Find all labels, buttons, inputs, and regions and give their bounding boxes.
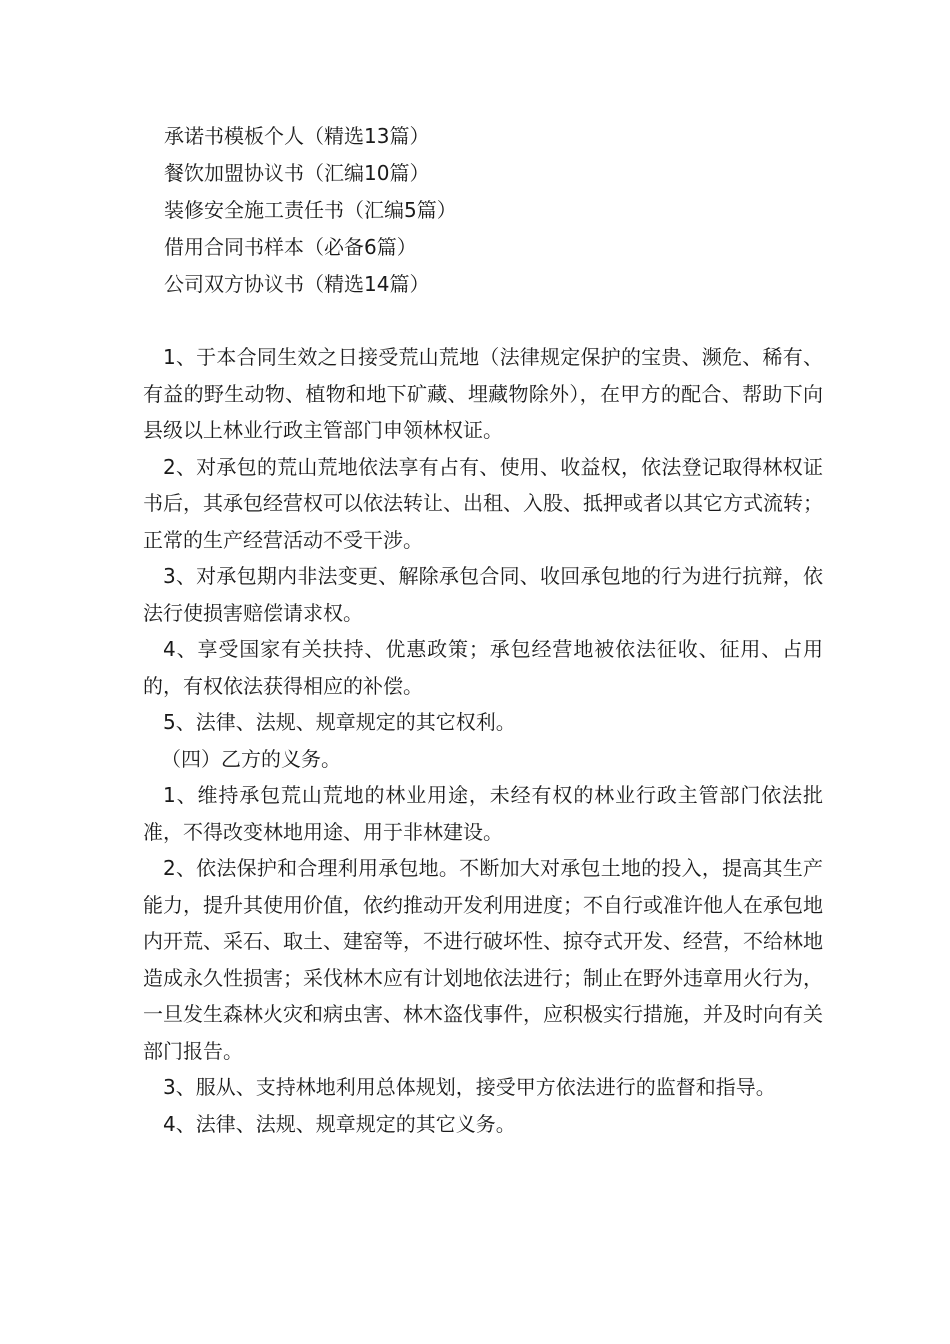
related-article-link[interactable]: 承诺书模板个人（精选13篇） <box>164 124 430 148</box>
paragraph: 2、对承包的荒山荒地依法享有占有、使用、收益权，依法登记取得林权证书后，其承包经营权可以依法转让、出租、入股、抵押或者以其它方式流转；正常的生产经营活动不受干涉。 <box>143 454 823 552</box>
related-article-link[interactable]: 借用合同书样本（必备6篇） <box>164 235 417 259</box>
paragraph: 4、法律、法规、规章规定的其它义务。 <box>163 1111 516 1136</box>
paragraph: 4、享受国家有关扶持、优惠政策；承包经营地被依法征收、征用、占用的，有权依法获得相应的补偿。 <box>143 637 823 698</box>
paragraph: 3、服从、支持林地利用总体规划，接受甲方依法进行的监督和指导。 <box>163 1075 776 1099</box>
related-article-link[interactable]: 餐饮加盟协议书（汇编10篇） <box>164 161 430 185</box>
related-article-link[interactable]: 装修安全施工责任书（汇编5篇） <box>164 198 457 222</box>
section-heading: （四）乙方的义务。 <box>161 746 341 771</box>
document-body <box>143 339 823 1142</box>
related-articles-list <box>164 118 864 303</box>
paragraph: 1、维持承包荒山荒地的林业用途，未经有权的林业行政主管部门依法批准，不得改变林地用途、用于非林建设。 <box>143 783 823 844</box>
paragraph: 5、法律、法规、规章规定的其它权利。 <box>163 710 516 734</box>
paragraph: 3、对承包期内非法变更、解除承包合同、收回承包地的行为进行抗辩，依法行使损害赔偿请求权。 <box>143 564 823 625</box>
paragraph: 2、依法保护和合理利用承包地。不断加大对承包土地的投入，提高其生产能力，提升其使用价值，依约推动开发利用进度；不自行或准许他人在承包地内开荒、采石、取土、建窑等，不进行破坏性、掠夺式开发、经营，不给林地造成永久性损害；采伐林木应有计划地依法进行；制止在野外违章用火行为，一旦发生森林火灾和病虫害、林木盗伐事件，应积极实行措施，并及时向有关部门报告。 <box>143 856 823 1063</box>
paragraph: 1、于本合同生效之日接受荒山荒地（法律规定保护的宝贵、濒危、稀有、有益的野生动物、植物和地下矿藏、埋藏物除外），在甲方的配合、帮助下向县级以上林业行政主管部门申领林权证。 <box>143 345 823 442</box>
related-article-link[interactable]: 公司双方协议书（精选14篇） <box>164 272 430 296</box>
